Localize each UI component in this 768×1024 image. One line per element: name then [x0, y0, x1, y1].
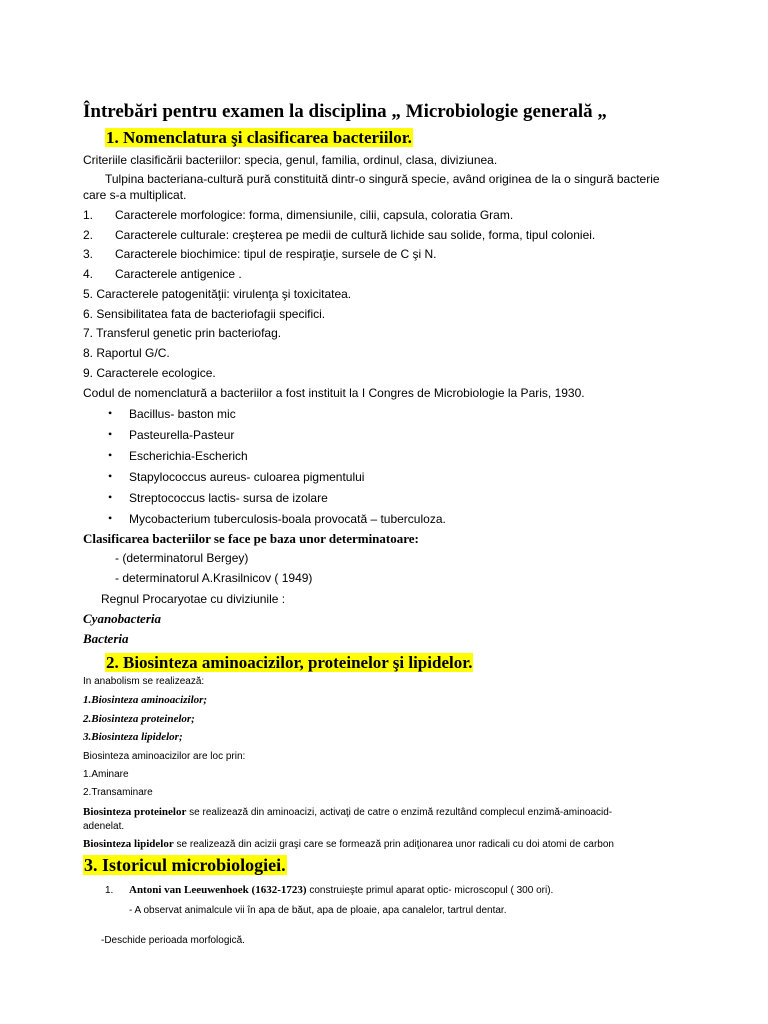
- leeuwenhoek-observation: - A observat animalcule vii în apa de băut, apa de ploaie, apa canalelor, tartrul dentar.: [129, 905, 507, 916]
- list-item: Caracterele antigenice .: [115, 267, 242, 281]
- leeuwenhoek-name: Antoni van Leeuwenhoek (1632-1723): [129, 884, 307, 896]
- deschide-text: -Deschide perioada morfologică.: [101, 935, 245, 946]
- list-item-number: 3.: [83, 247, 94, 261]
- clasificarea-heading: Clasificarea bacteriilor se face pe baza unor determinatoare:: [83, 531, 419, 546]
- anabolism-item-2: 2.Biosinteza proteinelor;: [83, 713, 195, 725]
- section-1-heading-text: 1. Nomenclatura şi clasificarea bacteriilor.: [106, 128, 412, 147]
- lipids-paragraph: [83, 838, 614, 850]
- section-3-heading: [83, 855, 287, 876]
- determinator-bergey: - (determinatorul Bergey): [115, 551, 249, 565]
- anabolism-text: In anabolism se realizează:: [83, 676, 205, 687]
- list-item: 6. Sensibilitatea fata de bacteriofagii specifici.: [83, 307, 326, 321]
- list-item-number: 1.: [83, 208, 94, 222]
- list-item: 5. Caracterele patogenităţii: virulenţa şi toxicitatea.: [83, 287, 352, 301]
- proteins-bold-label: Biosinteza proteinelor: [83, 806, 187, 818]
- cyanobacteria-label: Cyanobacteria: [83, 611, 161, 626]
- codul-text: Codul de nomenclatură a bacteriilor a fost instituit la I Congres de Microbiologie la Paris, 1930.: [83, 386, 585, 400]
- lipids-text: se realizează din acizii graşi care se formează prin adiţionarea unor radicali cu doi atomi de carbon: [173, 839, 614, 850]
- proteins-text-line-2: adenelat.: [83, 821, 125, 832]
- leeuwenhoek-paragraph: [129, 884, 553, 896]
- determinator-krasilnicov: - determinatorul A.Krasilnicov ( 1949): [115, 571, 313, 585]
- bullet-glyph: •: [108, 448, 113, 462]
- list-item: Caracterele biochimice: tipul de respiraţie, sursele de C şi N.: [115, 247, 437, 261]
- section-2-heading: [105, 653, 473, 673]
- tulpina-line-2: care s-a multiplicat.: [83, 188, 187, 202]
- section-2-heading-text: 2. Biosinteza aminoacizilor, proteinelor şi lipidelor.: [106, 653, 473, 672]
- list-item: Mycobacterium tuberculosis-boala provocată – tuberculoza.: [129, 512, 446, 526]
- proteins-paragraph: [83, 806, 612, 818]
- transaminare-text: 2.Transaminare: [83, 787, 153, 798]
- section-1-heading: [105, 128, 413, 148]
- section-3-heading-text: 3. Istoricul microbiologiei.: [84, 855, 286, 875]
- leeuwenhoek-text: construieşte primul aparat optic- microscopul ( 300 ori).: [306, 885, 554, 896]
- list-item: Pasteurella-Pasteur: [129, 428, 235, 442]
- list-item: 8. Raportul G/C.: [83, 346, 170, 360]
- list-item: Escherichia-Escherich: [129, 449, 248, 463]
- anabolism-item-3: 3.Biosinteza lipidelor;: [83, 731, 183, 743]
- list-item: 9. Caracterele ecologice.: [83, 366, 216, 380]
- bullet-glyph: •: [108, 406, 113, 420]
- criteria-text: Criteriile clasificării bacteriilor: specia, genul, familia, ordinul, clasa, diviziunea.: [83, 153, 498, 167]
- list-item-number: 1.: [105, 885, 114, 896]
- list-item-number: 2.: [83, 228, 94, 242]
- tulpina-line-1: Tulpina bacteriana-cultură pură constituită dintr-o singură specie, având originea de la o singură bacterie: [105, 172, 660, 186]
- bacteria-label: Bacteria: [83, 631, 129, 646]
- aminare-text: 1.Aminare: [83, 769, 129, 780]
- list-item: Bacillus- baston mic: [129, 407, 236, 421]
- regnul-text: Regnul Procaryotae cu diviziunile :: [101, 592, 286, 606]
- list-item: 7. Transferul genetic prin bacteriofag.: [83, 326, 282, 340]
- bullet-glyph: •: [108, 490, 113, 504]
- proteins-text: se realizează din aminoacizi, activaţi de catre o enzimă rezultând complecul enzimă-aminoacid-: [186, 807, 613, 818]
- lipids-bold-label: Biosinteza lipidelor: [83, 838, 174, 850]
- list-item: Caracterele culturale: creşterea pe medii de cultură lichide sau solide, forma, tipul coloniei.: [115, 228, 596, 242]
- list-item-number: 4.: [83, 267, 94, 281]
- list-item: Stapylococcus aureus- culoarea pigmentului: [129, 470, 365, 484]
- document-title: Întrebări pentru examen la disciplina „ Microbiologie generală „: [83, 101, 607, 122]
- list-item: Caracterele morfologice: forma, dimensiunile, cilii, capsula, coloratia Gram.: [115, 208, 514, 222]
- bullet-glyph: •: [108, 427, 113, 441]
- aminoacid-intro: Biosinteza aminoacizilor are loc prin:: [83, 751, 246, 762]
- list-item: Streptococcus lactis- sursa de izolare: [129, 491, 328, 505]
- anabolism-item-1: 1.Biosinteza aminoacizilor;: [83, 694, 208, 706]
- bullet-glyph: •: [108, 469, 113, 483]
- bullet-glyph: •: [108, 511, 113, 525]
